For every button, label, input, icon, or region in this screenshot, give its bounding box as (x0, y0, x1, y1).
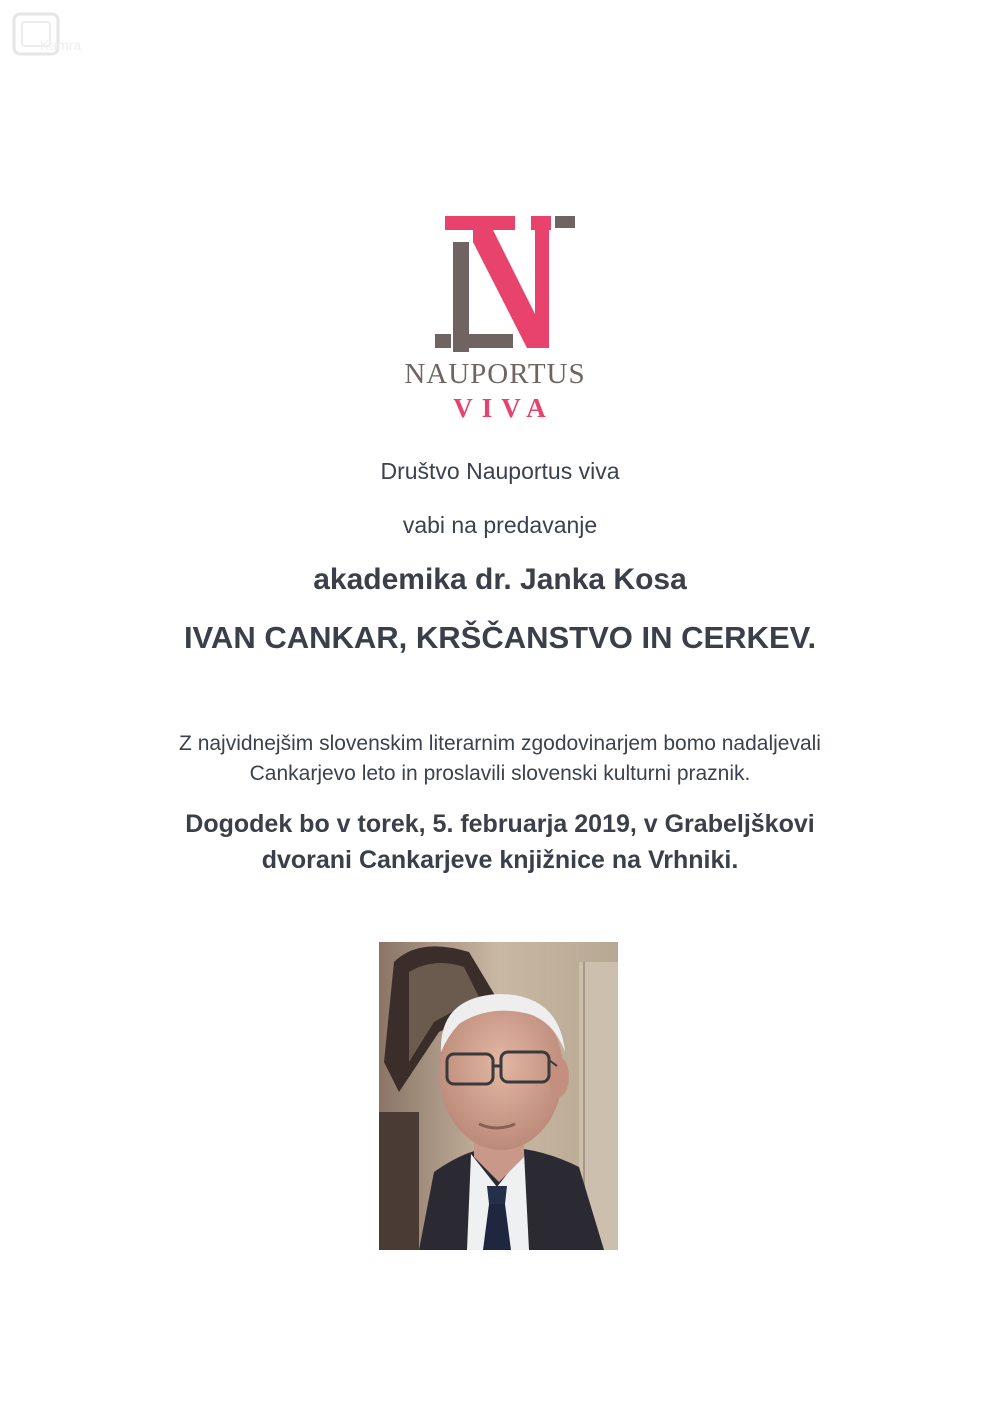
speaker-name: akademika dr. Janka Kosa (313, 563, 687, 596)
description-line-2: Cankarjevo leto in proslavili slovenski kulturni praznik. (249, 762, 751, 785)
watermark-text: Kamra (40, 37, 82, 53)
logo-wordmark-viva: VIVA (453, 393, 555, 423)
invitation-line: vabi na predavanje (402, 512, 598, 538)
description-line-1: Z najvidnejšim slovenskim literarnim zgodovinarjem bomo nadaljevali (179, 732, 821, 755)
kamra-watermark (12, 10, 112, 60)
logo-wordmark-nauportus: NAUPORTUS (404, 358, 586, 390)
event-details-line-2: dvorani Cankarjeve knjižnice na Vrhniki. (261, 846, 739, 874)
event-details-line-1: Dogodek bo v torek, 5. februarja 2019, v Grabeljškovi (185, 810, 815, 838)
speaker-portrait-photo (379, 942, 618, 1250)
organization-name: Društvo Nauportus viva (380, 458, 620, 484)
lecture-title: IVAN CANKAR, KRŠČANSTVO IN CERKEV. (183, 620, 817, 655)
